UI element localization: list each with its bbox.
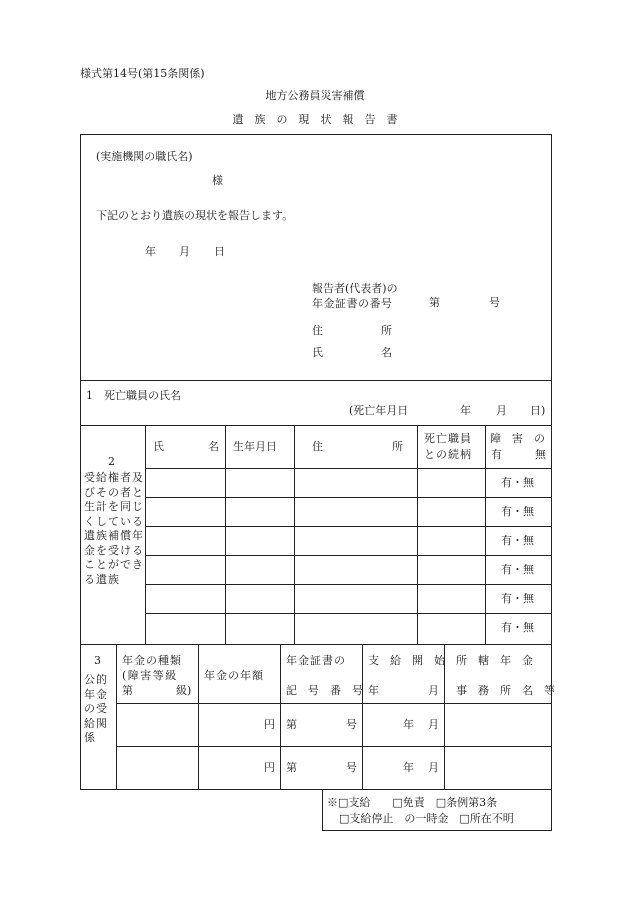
office-use-line2: □支給停止 の一時金 □所在不明 xyxy=(339,812,514,825)
death-month: 月 xyxy=(496,404,507,417)
col-addr-b: 所 xyxy=(392,440,403,453)
disability-row-1[interactable]: 有・無 xyxy=(501,476,534,489)
col-cert-1: 年金証書の xyxy=(286,654,346,667)
col-disability-2b: 無 xyxy=(535,448,546,461)
col-disability-1: 障 害 の xyxy=(490,432,545,445)
date-day: 日 xyxy=(214,245,225,258)
col-type-1: 年金の種類 xyxy=(122,654,182,667)
section2-side-label: 受給権者及びその者と生計を同じくしている遺族補償年金を受けることができる遺族 xyxy=(84,471,144,586)
disability-row-4[interactable]: 有・無 xyxy=(501,563,534,576)
start-month-row1: 月 xyxy=(428,718,439,731)
cert-dai-row2: 第 xyxy=(286,761,297,774)
address-label-b: 所 xyxy=(381,324,392,337)
col-name-b: 名 xyxy=(208,440,219,453)
col-office-1: 所 轄 年 金 xyxy=(456,654,533,667)
col-type-2: (障害等級 xyxy=(122,669,178,682)
disability-row-3[interactable]: 有・無 xyxy=(501,534,534,547)
disability-row-2[interactable]: 有・無 xyxy=(501,505,534,518)
date-year: 年 xyxy=(145,245,156,258)
start-year-row2: 年 xyxy=(403,761,414,774)
col-type-3b: 級) xyxy=(176,684,192,697)
death-day: 日) xyxy=(530,404,546,417)
col-name-a: 氏 xyxy=(153,440,164,453)
section2-number: 2 xyxy=(108,455,115,468)
reporter-line1: 報告者(代表者)の xyxy=(312,282,398,295)
col-start-2a: 年 xyxy=(368,684,379,697)
section1-box xyxy=(80,380,552,426)
form-number: 様式第14号(第15条関係) xyxy=(80,67,205,80)
address-label-a: 住 xyxy=(312,324,323,337)
amount-yen-row2: 円 xyxy=(264,761,275,774)
office-use-line1: ※□支給 □免責 □条例第3条 xyxy=(327,796,498,809)
col-start-1: 支 給 開 始 xyxy=(368,654,445,667)
recipient-label: (実施機関の職氏名) xyxy=(96,150,193,163)
disability-row-6[interactable]: 有・無 xyxy=(501,621,534,634)
date-month: 月 xyxy=(179,245,190,258)
col-office-2: 事 務 所 名 等 xyxy=(456,684,555,697)
cert-go-row1: 号 xyxy=(346,718,357,731)
col-amount: 年金の年額 xyxy=(204,669,264,682)
reporter-line2: 年金証書の番号 xyxy=(312,297,393,310)
col-cert-2: 記 号 番 号 xyxy=(286,684,363,697)
disability-row-5[interactable]: 有・無 xyxy=(501,592,534,605)
col-birth: 生年月日 xyxy=(233,440,277,453)
section3-side-label: 公的年金の受給関係 xyxy=(84,673,108,744)
title-sub: 遺 族 の 現 状 報 告 書 xyxy=(232,113,398,126)
col-start-2b: 月 xyxy=(428,684,439,697)
death-year: 年 xyxy=(460,404,471,417)
col-relation-2: との続柄 xyxy=(424,448,472,461)
title-main: 地方公務員災害補償 xyxy=(265,89,365,102)
name-label-b: 名 xyxy=(381,346,392,359)
cert-go-row2: 号 xyxy=(346,761,357,774)
col-addr-a: 住 xyxy=(312,440,323,453)
section1-label: 1 死亡職員の氏名 xyxy=(86,389,181,402)
start-year-row1: 年 xyxy=(403,718,414,731)
section2-box xyxy=(80,425,552,645)
col-type-3a: 第 xyxy=(122,684,133,697)
amount-yen-row1: 円 xyxy=(264,718,275,731)
sama-label: 様 xyxy=(212,174,223,187)
col-disability-2a: 有 xyxy=(491,448,502,461)
col-relation-1: 死亡職員 xyxy=(424,432,472,445)
section3-number: 3 xyxy=(94,654,101,667)
report-text: 下記のとおり遺族の現状を報告します。 xyxy=(96,209,294,222)
certificate-dai: 第 xyxy=(429,296,440,309)
name-label-a: 氏 xyxy=(312,346,323,359)
certificate-go: 号 xyxy=(489,296,500,309)
start-month-row2: 月 xyxy=(428,761,439,774)
death-date-label: (死亡年月日 xyxy=(349,404,409,417)
cert-dai-row1: 第 xyxy=(286,718,297,731)
